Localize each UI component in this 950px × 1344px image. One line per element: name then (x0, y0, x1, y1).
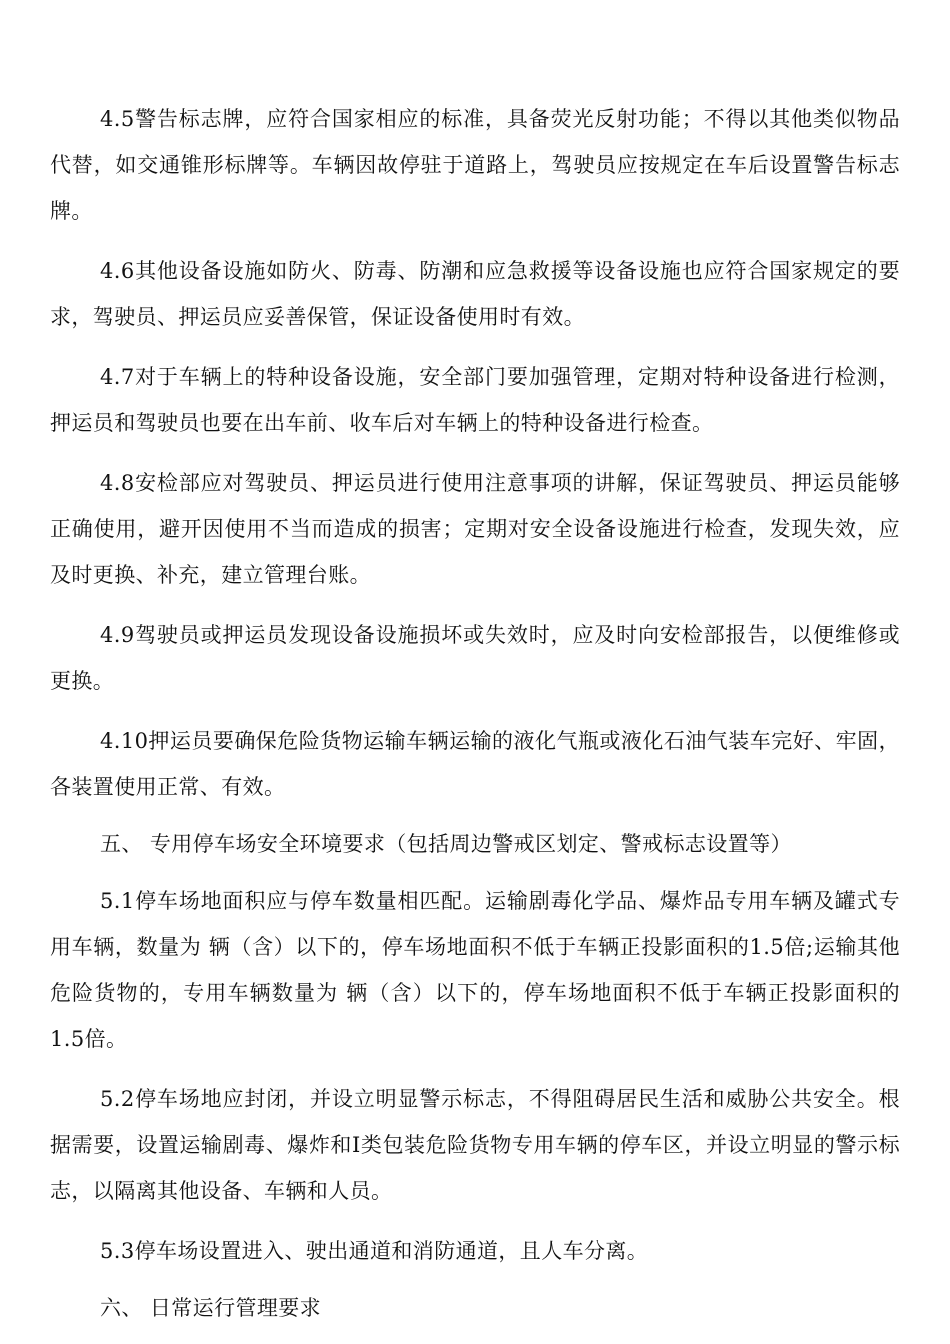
paragraph-4-9: 4.9驾驶员或押运员发现设备设施损坏或失效时，应及时向安检部报告，以便维修或更换。 (50, 623, 900, 693)
section-heading-6: 六、 日常运行管理要求 (100, 1296, 322, 1320)
paragraph-5-1: 5.1停车场地面积应与停车数量相匹配。运输剧毒化学品、爆炸品专用车辆及罐式专用车辆，数量为 辆（含）以下的，停车场地面积不低于车辆正投影面积的1.5倍;运输其他危险货物的，专用车辆数量为 辆（含）以下的，停车场地面积不低于车辆正投影面积的1.5倍。 (50, 889, 900, 1051)
section-heading-5: 五、 专用停车场安全环境要求（包括周边警戒区划定、警戒标志设置等） (100, 832, 792, 856)
paragraph-4-10: 4.10押运员要确保危险货物运输车辆运输的液化气瓶或液化石油气装车完好、牢固，各装置使用正常、有效。 (50, 729, 900, 799)
paragraph-5-3: 5.3停车场设置进入、驶出通道和消防通道，且人车分离。 (100, 1239, 649, 1263)
paragraph-4-5: 4.5警告标志牌，应符合国家相应的标准，具备荧光反射功能；不得以其他类似物品代替，如交通锥形标牌等。车辆因故停驻于道路上，驾驶员应按规定在车后设置警告标志牌。 (50, 107, 900, 223)
paragraph-4-7: 4.7对于车辆上的特种设备设施，安全部门要加强管理，定期对特种设备进行检测，押运员和驾驶员也要在出车前、收车后对车辆上的特种设备进行检查。 (50, 365, 900, 435)
paragraph-4-6: 4.6其他设备设施如防火、防毒、防潮和应急救援等设备设施也应符合国家规定的要求，驾驶员、押运员应妥善保管，保证设备使用时有效。 (50, 259, 900, 329)
document-page (50, 96, 900, 1342)
paragraph-4-8: 4.8安检部应对驾驶员、押运员进行使用注意事项的讲解，保证驾驶员、押运员能够正确使用，避开因使用不当而造成的损害；定期对安全设备设施进行检查，发现失效，应及时更换、补充，建立管理台账。 (50, 471, 900, 587)
paragraph-5-2: 5.2停车场地应封闭，并设立明显警示标志，不得阻碍居民生活和威胁公共安全。根据需要，设置运输剧毒、爆炸和Ⅰ类包装危险货物专用车辆的停车区，并设立明显的警示标志，以隔离其他设备、车辆和人员。 (50, 1087, 900, 1203)
